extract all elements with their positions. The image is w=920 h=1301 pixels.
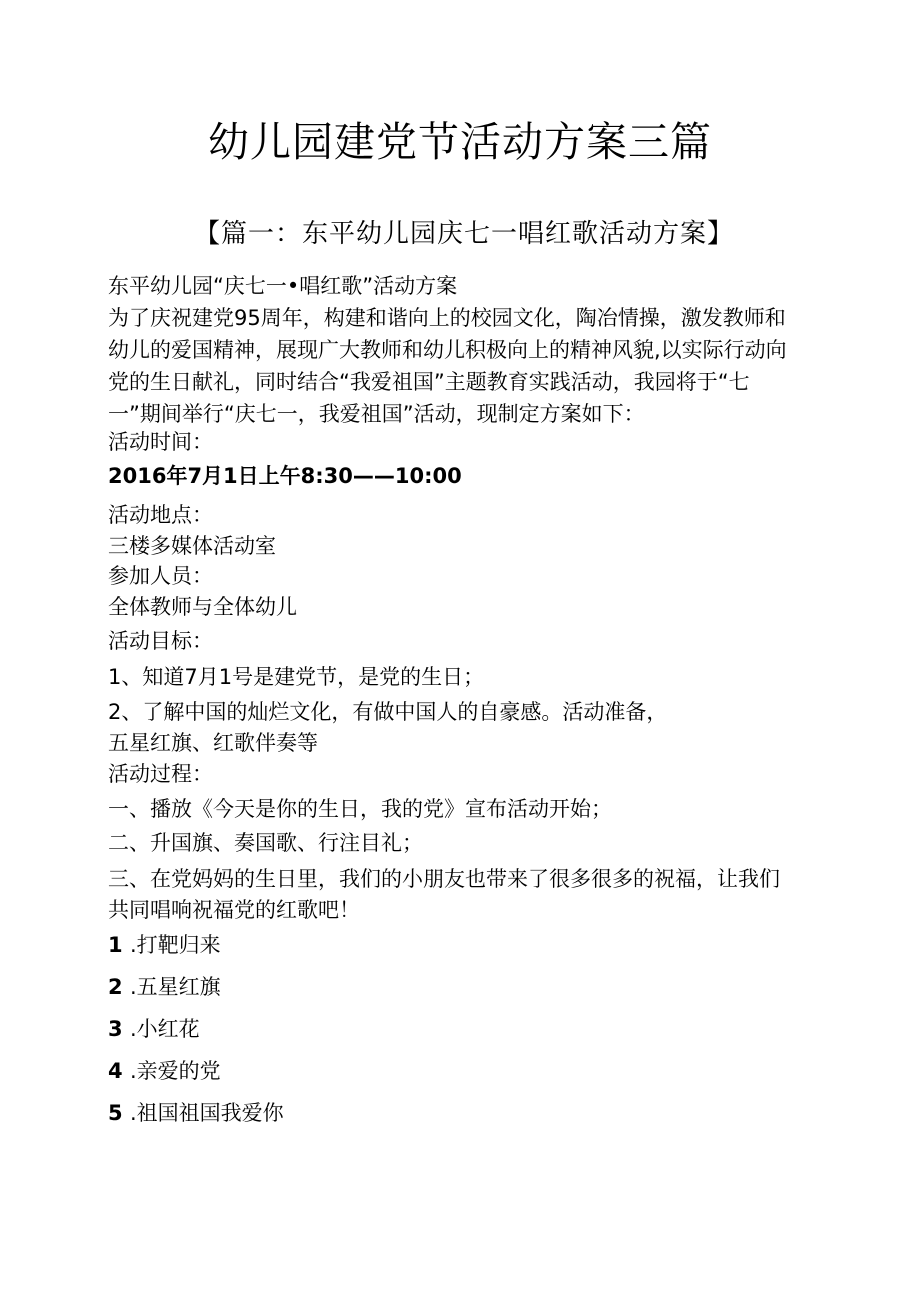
song-number: 3	[108, 1017, 123, 1041]
process-step-1: 一、播放《今天是你的生日，我的党》宣布活动开始；	[108, 797, 612, 821]
song-item	[108, 1055, 813, 1087]
intro-line-2: 幼儿的爱国精神，展现广大教师和幼儿积极向上的精神风貌,以实际行动向	[108, 338, 787, 362]
goal-2: 2、了解中国的灿烂文化，有做中国人的自豪感。活动准备，	[108, 700, 668, 724]
plan-title: 东平幼儿园“庆七一•唱红歌”活动方案	[108, 274, 458, 298]
song-title: .打靶归来	[130, 933, 221, 957]
time-value: 2016年7月1日上午8:30——10:00	[108, 464, 462, 488]
song-title: .亲爱的党	[130, 1059, 221, 1083]
process-step-3-line-1: 三、在党妈妈的生日里，我们的小朋友也带来了很多很多的祝福，让我们	[108, 867, 780, 891]
song-item	[108, 1013, 813, 1045]
goals-label: 活动目标：	[108, 629, 213, 653]
intro-line-1: 为了庆祝建党95周年，构建和谐向上的校园文化，陶冶情操，激发教师和	[108, 306, 786, 330]
process-step-3-line-2: 共同唱响祝福党的红歌吧！	[108, 898, 360, 922]
section-title: 【篇一：东平幼儿园庆七一唱红歌活动方案】	[193, 219, 734, 249]
song-item	[108, 1097, 813, 1129]
song-number: 4	[108, 1059, 123, 1083]
intro-line-3: 党的生日献礼，同时结合“我爱祖国”主题教育实践活动，我园将于“七	[108, 370, 750, 394]
song-number: 1	[108, 933, 123, 957]
song-item	[108, 929, 813, 961]
participants-label: 参加人员：	[108, 564, 213, 588]
document-title: 幼儿园建党节活动方案三篇	[208, 118, 712, 166]
song-title: .祖国祖国我爱你	[130, 1101, 284, 1125]
location-value: 三楼多媒体活动室	[108, 534, 276, 558]
process-step-2: 二、升国旗、奏国歌、行注目礼；	[108, 831, 423, 855]
process-label: 活动过程：	[108, 762, 213, 786]
intro-line-4: 一”期间举行“庆七一，我爱祖国”活动，现制定方案如下：	[108, 402, 645, 426]
preparation-items: 五星红旗、红歌伴奏等	[108, 731, 318, 755]
song-number: 2	[108, 975, 123, 999]
time-label: 活动时间：	[108, 430, 213, 454]
location-label: 活动地点：	[108, 503, 213, 527]
participants-value: 全体教师与全体幼儿	[108, 595, 297, 619]
song-title: .五星红旗	[130, 975, 221, 999]
song-number: 5	[108, 1101, 123, 1125]
song-title: .小红花	[130, 1017, 200, 1041]
goal-1: 1、知道7月1号是建党节，是党的生日；	[108, 665, 485, 689]
song-item	[108, 971, 813, 1003]
